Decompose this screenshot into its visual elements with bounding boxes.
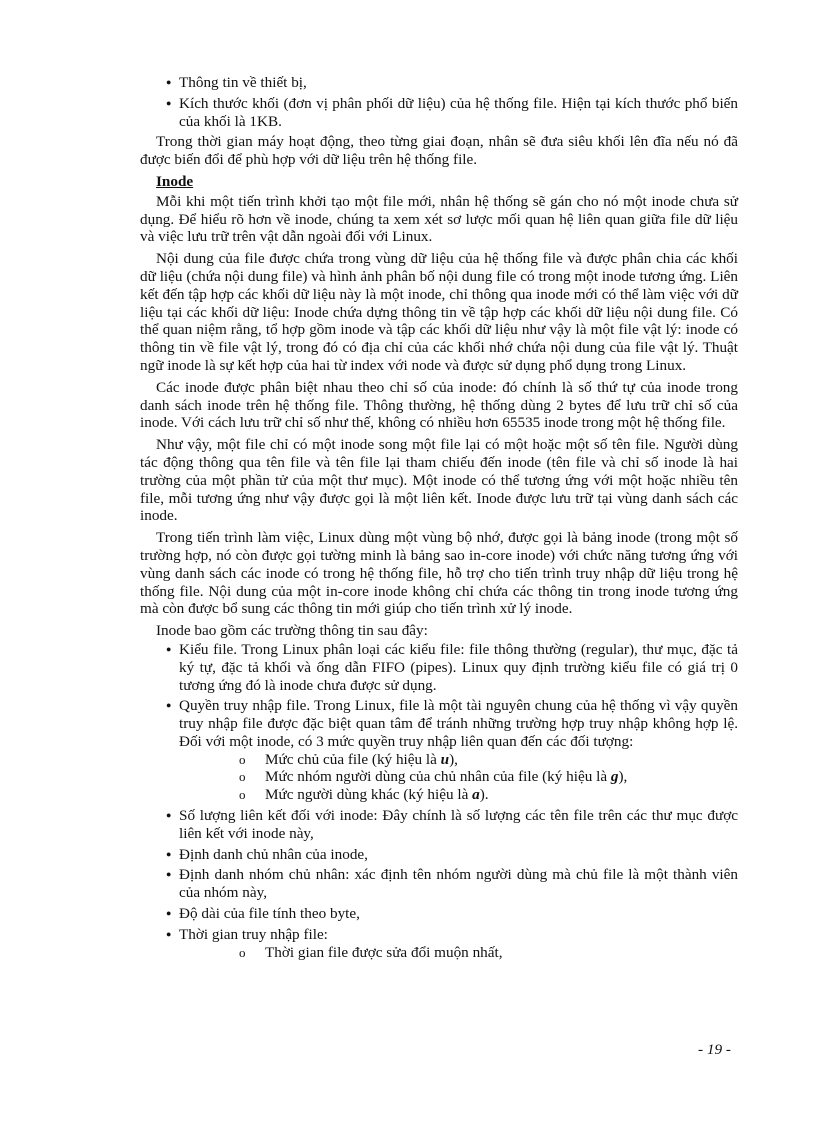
- section-heading: Inode: [156, 172, 194, 190]
- sub-list-item-text: Thời gian file được sửa đổi muộn nhất,: [265, 943, 503, 961]
- inode-fields-list: [140, 641, 738, 962]
- permission-code: a: [472, 786, 480, 804]
- paragraph: Các inode được phân biệt nhau theo chỉ số của inode: đó chính là số thứ tự của inode trong danh sách inode trên hệ thống file. Thông thường, hệ thống dùng 2 bytes để lưu trữ chỉ số của inode. Với cách lưu trữ chỉ số như thế, không có nhiều hơn 65535 inode trong một hệ thống file.: [140, 378, 738, 432]
- page-number: - 19 -: [698, 1041, 731, 1058]
- sub-list-item-end: ).: [479, 786, 489, 804]
- paragraph: Trong thời gian máy hoạt động, theo từng giai đoạn, nhân sẽ đưa siêu khối lên đĩa nếu nó đã được biến đổi để phù hợp với dữ liệu trên hệ thống file.: [140, 133, 738, 169]
- list-item: [166, 641, 738, 694]
- paragraph: Như vậy, một file chỉ có một inode song một file lại có một hoặc một số tên file. Người dùng tác động thông qua tên file và tên file lại tham chiếu đến inode (tên file và chỉ số inode là hai trường của một phần tử của một thư mục). Một inode có thể tương ứng với một hoặc nhiều tên file, mỗi tương ứng như vậy được gọi là một liên kết. Inode được lưu trữ tại vùng danh sách các inode.: [140, 436, 738, 525]
- list-item: [166, 95, 738, 131]
- document-page: [140, 74, 738, 964]
- sub-list-item-end: ),: [449, 750, 458, 768]
- bullet-icon: ●: [166, 77, 172, 87]
- circle-bullet-icon: o: [239, 769, 246, 785]
- access-time-list: [239, 944, 738, 962]
- paragraph: Inode bao gồm các trường thông tin sau đây:: [156, 622, 428, 640]
- sub-list-item-text: Mức nhóm người dùng của chủ nhân của file (ký hiệu là: [265, 768, 611, 786]
- list-item-text: Kích thước khối (đơn vị phân phối dữ liệu) của hệ thống file. Hiện tại kích thước phổ biến của khối là 1KB.: [179, 94, 738, 130]
- list-item-text: Số lượng liên kết đối với inode: Đây chính là số lượng các tên file trên các thư mục được liên kết với inode này,: [179, 807, 738, 842]
- bullet-icon: ●: [166, 643, 172, 654]
- bullet-icon: ●: [166, 928, 172, 939]
- permission-code: g: [610, 768, 619, 786]
- bullet-icon: ●: [166, 848, 172, 859]
- permission-levels-list: [239, 751, 738, 804]
- list-item-text: Kiểu file. Trong Linux phân loại các kiểu file: file thông thường (regular), thư mục, đặc tả ký tự, đặc tả khối và ống dẫn FIFO (pipes). Linux quy định trường kiểu file có giá trị 0 tương ứng đó là inode chưa được sử dụng.: [179, 640, 738, 694]
- circle-bullet-icon: o: [239, 751, 246, 767]
- list-item-text: Quyền truy nhập file. Trong Linux, file là một tài nguyên chung của hệ thống vì vậy quyền truy nhập file được đặc biệt quan tâm để tránh những trường hợp truy nhập không hợp lệ. Đối với một inode, có 3 mức quyền truy nhập liên quan đến các đối tượng:: [179, 697, 738, 750]
- sub-list-item-end: ),: [618, 768, 628, 786]
- paragraph: Mỗi khi một tiến trình khởi tạo một file mới, nhân hệ thống sẽ gán cho nó một inode chưa sử dụng. Để hiểu rõ hơn về inode, chúng ta xem xét sơ lược mối quan hệ liên quan giữa file dữ liệu và việc lưu trữ trên vật dẫn ngoài đối với Linux.: [140, 192, 738, 246]
- list-item: [166, 807, 738, 843]
- list-item: [166, 697, 738, 804]
- list-item-text: Độ dài của file tính theo byte,: [179, 905, 360, 923]
- sub-list-item-text: Mức người dùng khác (ký hiệu là: [265, 786, 473, 804]
- bullet-icon: ●: [166, 700, 172, 711]
- list-item-text: Thời gian truy nhập file:: [179, 925, 328, 943]
- circle-bullet-icon: o: [239, 944, 246, 960]
- sub-list-item: [239, 944, 738, 962]
- permission-code: u: [440, 750, 450, 768]
- sub-list-item: [239, 751, 738, 769]
- bullet-icon: ●: [166, 869, 172, 880]
- list-item-text: Định danh nhóm chủ nhân: xác định tên nhóm người dùng mà chủ file là một thành viên của nhóm này,: [179, 866, 738, 902]
- list-item-text: Thông tin về thiết bị,: [179, 74, 307, 91]
- bullet-icon: ●: [166, 908, 172, 919]
- list-item: [166, 846, 738, 864]
- list-item: [166, 905, 738, 923]
- list-item: [166, 866, 738, 902]
- sub-list-item: [239, 768, 738, 786]
- sub-list-item-text: Mức chủ của file (ký hiệu là: [265, 750, 441, 768]
- device-info-list: [140, 74, 738, 130]
- list-item-text: Định danh chủ nhân của inode,: [179, 845, 368, 863]
- bullet-icon: ●: [166, 97, 172, 108]
- list-item: [166, 926, 738, 962]
- list-item: [166, 74, 738, 92]
- paragraph: Trong tiến trình làm việc, Linux dùng một vùng bộ nhớ, được gọi là bảng inode (trong một số trường hợp, nó còn được gọi tường minh là bảng sao in-core inode) với chức năng tương ứng với vùng danh sách các inode có trong hệ thống file, hỗ trợ cho tiến trình truy nhập dữ liệu trong hệ thống file. Nội dung của một in-core inode không chỉ chứa các thông tin trong inode tương ứng mà còn được bổ sung các thông tin mới giúp cho tiến trình xử lý inode.: [140, 529, 738, 618]
- circle-bullet-icon: o: [239, 787, 246, 803]
- paragraph: Nội dung của file được chứa trong vùng dữ liệu của hệ thống file và được phân chia các khối dữ liệu (chứa nội dung file) và hình ảnh phân bố nội dung file có trong một inode tương ứng. Liên kết đến tập hợp các khối dữ liệu này là một inode, chỉ thông qua inode mới có thể làm việc với dữ liệu tại các khối dữ liệu: Inode chứa dựng thông tin về tập hợp các khối dữ liệu nội dung file. Có thể quan niệm rằng, tổ hợp gồm inode và tập các khối dữ liệu như vậy là một file vật lý: inode có thông tin về file vật lý, trong đó có địa chỉ của các khối nhớ chứa nội dung của file vật lý. Thuật ngữ inode là sự kết hợp của hai từ index với node và được sử dụng phổ dụng trong Linux.: [140, 250, 738, 374]
- sub-list-item: [239, 786, 738, 804]
- bullet-icon: ●: [166, 810, 172, 821]
